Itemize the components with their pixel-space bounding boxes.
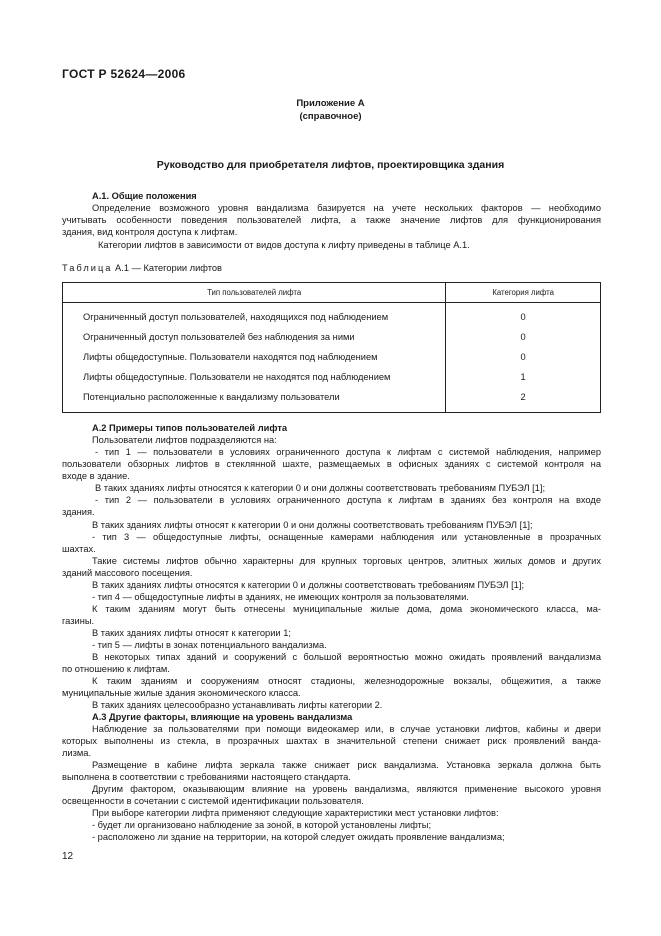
table-header-row (63, 283, 601, 303)
paragraph-line: - тип 1 — пользователи в условиях ограниченного доступа к лифтам с системой наблюдения, например (95, 447, 601, 457)
table-caption-prefix: Таблица (62, 263, 113, 273)
user-type-cell: Потенциально расположенные к вандализму пользователи (63, 387, 446, 413)
paragraph-line: Наблюдение за пользователями при помощи видеокамер или, в случае установки лифтов, кабины и двери (92, 724, 601, 734)
paragraph-line: В таких зданиях лифты относят к категории 0 и они должны соответствовать требованиям ПУБЭЛ [1]; (92, 520, 533, 530)
appendix-subtitle: (справочное) (299, 111, 362, 122)
paragraph-line: - будет ли организовано наблюдение за зоной, в которой установлены лифты; (92, 820, 432, 830)
user-type-cell: Ограниченный доступ пользователей без наблюдения за ними (63, 327, 446, 347)
paragraph-line: В таких зданиях лифты относятся к категории 0 и должны соответствовать требованиям ПУБЭЛ [1]; (92, 580, 525, 590)
paragraph-line: входе в здание. (62, 471, 130, 481)
paragraph-line: - расположено ли здание на территории, на которой следует ожидать проявление вандализма; (92, 832, 505, 842)
appendix-title: Приложение А (296, 98, 365, 109)
paragraph-line: которых выполнены из стекла, в прозрачных шахтах в значительной степени снижает риск проявлений ванда- (62, 736, 601, 746)
paragraph-line: Пользователи лифтов подразделяются на: (92, 435, 277, 445)
user-type-cell: Ограниченный доступ пользователей, находящихся под наблюдением (63, 303, 446, 328)
paragraph-line: - тип 3 — общедоступные лифты, оснащенные камерами наблюдения или установленные в прозрачных (92, 532, 601, 542)
paragraph-line: - тип 4 — общедоступные лифты в зданиях, не имеющих контроля за пользователями. (92, 592, 469, 602)
paragraph-line: пользователи обзорных лифтов в стеклянной шахте, размещаемых в офисных зданиях с системой контроля на (62, 459, 601, 469)
paragraph-line: В таких зданиях целесообразно устанавливать лифты категории 2. (92, 700, 383, 710)
category-cell: 1 (446, 367, 601, 387)
paragraph-line: лизма. (62, 748, 92, 758)
section-a1-heading: А.1. Общие положения (92, 191, 197, 201)
table-row (63, 387, 601, 413)
paragraph-line: муниципальные жилые здания экономического класса. (62, 688, 301, 698)
paragraph-line: Определение возможного уровня вандализма базируется на учете нескольких факторов — необходимо (92, 203, 601, 213)
paragraph-line: здания. (62, 507, 95, 517)
paragraph-line: газины. (62, 616, 95, 626)
table-row (63, 303, 601, 328)
paragraph-line: зданий массового посещения. (62, 568, 193, 578)
section-a2-heading: А.2 Примеры типов пользователей лифта (92, 423, 288, 433)
lift-category-table (62, 282, 601, 413)
category-cell: 2 (446, 387, 601, 413)
paragraph-line: по отношению к лифтам. (62, 664, 170, 674)
category-cell: 0 (446, 347, 601, 367)
table-row (63, 347, 601, 367)
table-caption (62, 263, 222, 273)
paragraph-line: В таких зданиях лифты относятся к категории 0 и они должны соответствовать требованиям ПУБЭЛ [1]; (95, 483, 546, 493)
paragraph-line: выполнена в соответствии с требованиями настоящего стандарта. (62, 772, 351, 782)
paragraph-line: здания, вид контроля доступа к лифтам. (62, 227, 238, 237)
paragraph-line: В некоторых типах зданий и сооружений с большой вероятностью можно ожидать проявлений вандализма (92, 652, 601, 662)
page-title: Руководство для приобретателя лифтов, проектировщика здания (156, 159, 505, 171)
column-header-user-type: Тип пользователей лифта (63, 283, 446, 303)
category-cell: 0 (446, 303, 601, 328)
column-header-category: Категория лифта (446, 283, 601, 303)
paragraph-line: В таких зданиях лифты относят к категории 1; (92, 628, 291, 638)
paragraph-line: Размещение в кабине лифта зеркала также снижает риск вандализма. Установка зеркала должна быть (92, 760, 601, 770)
paragraph-line: Такие системы лифтов обычно характерны для крупных торговых центров, элитных жилых домов и других (92, 556, 601, 566)
paragraph-line: К таким зданиям и сооружениям относят стадионы, железнодорожные вокзалы, общежития, а также (92, 676, 601, 686)
table-row (63, 327, 601, 347)
user-type-cell: Лифты общедоступные. Пользователи не находятся под наблюдением (63, 367, 446, 387)
paragraph-line: учитывать особенности поведения пользователей лифта, а также значение лифтов для функционирования (62, 215, 601, 225)
paragraph-line: шахтах. (62, 544, 96, 554)
category-cell: 0 (446, 327, 601, 347)
paragraph-line: освещенности в сочетании с системой идентификации пользователя. (62, 796, 364, 806)
paragraph-line: - тип 2 — пользователи в условиях ограниченного доступа к лифтам в зданиях без контроля на входе (95, 495, 601, 505)
user-type-cell: Лифты общедоступные. Пользователи находятся под наблюдением (63, 347, 446, 367)
page-number: 12 (62, 851, 74, 862)
paragraph-line: Категории лифтов в зависимости от видов доступа к лифту приведены в таблице А.1. (98, 240, 470, 250)
paragraph-line: - тип 5 — лифты в зонах потенциального вандализма. (92, 640, 327, 650)
paragraph-line: Другим фактором, оказывающим влияние на уровень вандализма, являются применение высокого уровня (92, 784, 601, 794)
section-a3-heading: А.3 Другие факторы, влияющие на уровень вандализма (92, 712, 353, 722)
table-caption-text: А.1 — Категории лифтов (115, 263, 222, 273)
paragraph-line: К таким зданиям могут быть отнесены муниципальные жилые дома, дома экономического класса, ма- (92, 604, 601, 614)
table-row (63, 367, 601, 387)
document-code: ГОСТ Р 52624—2006 (62, 67, 186, 81)
paragraph-line: При выборе категории лифта применяют следующие характеристики мест установки лифтов: (92, 808, 499, 818)
appendix-heading (0, 97, 661, 123)
